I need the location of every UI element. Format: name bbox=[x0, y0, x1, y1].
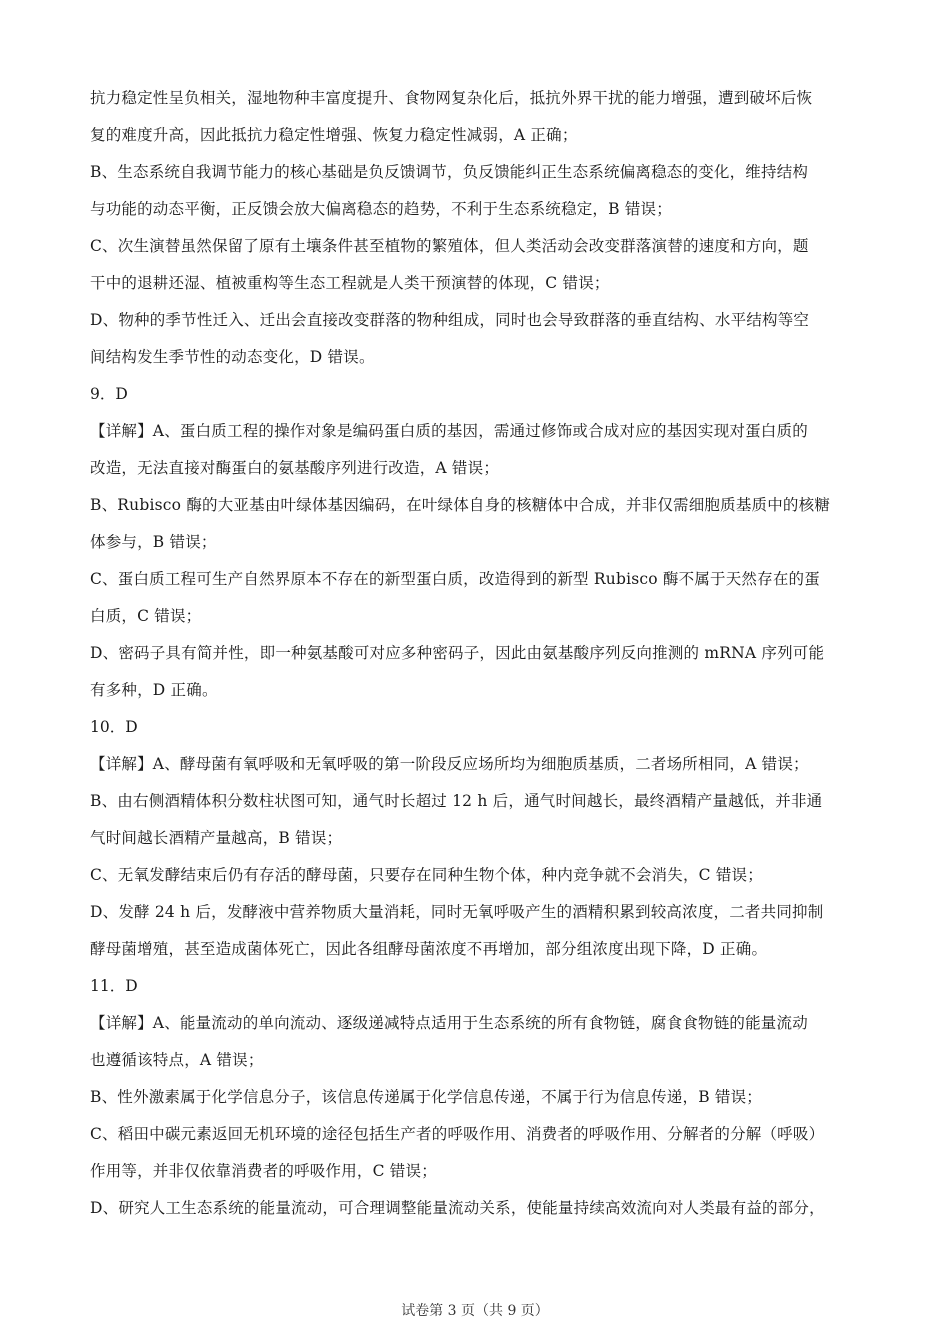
text-line: 作用等，并非仅依靠消费者的呼吸作用，C 错误； bbox=[90, 1162, 437, 1180]
text-line: B、生态系统自我调节能力的核心基础是负反馈调节，负反馈能纠正生态系统偏离稳态的变化，维持结构 bbox=[90, 163, 809, 181]
text-line: D、发酵 24 h 后，发酵液中营养物质大量消耗，同时无氧呼吸产生的酒精积累到较高浓度，二者共同抑制 bbox=[90, 903, 824, 921]
text-line: 与功能的动态平衡，正反馈会放大偏离稳态的趋势，不利于生态系统稳定，B 错误； bbox=[90, 200, 672, 218]
text-line: B、由右侧酒精体积分数柱状图可知，通气时长超过 12 h 后，通气时间越长，最终酒精产量越低，并非通 bbox=[90, 792, 823, 810]
question-9 bbox=[90, 376, 870, 709]
text-line: C、蛋白质工程可生产自然界原本不存在的新型蛋白质，改造得到的新型 Rubisco 酶不属于天然存在的蛋 bbox=[90, 570, 820, 588]
document-page bbox=[90, 80, 870, 1227]
text-line: D、研究人工生态系统的能量流动，可合理调整能量流动关系，使能量持续高效流向对人类最有益的部分， bbox=[90, 1199, 825, 1217]
answer-label: 9．D bbox=[90, 385, 128, 403]
page-footer: 试卷第 3 页（共 9 页） bbox=[401, 1303, 549, 1319]
text-line: C、次生演替虽然保留了原有土壤条件甚至植物的繁殖体，但人类活动会改变群落演替的速度和方向，题 bbox=[90, 237, 809, 255]
text-line: 【详解】A、能量流动的单向流动、逐级递减特点适用于生态系统的所有食物链，腐食食物链的能量流动 bbox=[90, 1014, 808, 1032]
answer-label: 11．D bbox=[90, 977, 138, 995]
text-line: 间结构发生季节性的动态变化，D 错误。 bbox=[90, 348, 375, 366]
text-line: C、稻田中碳元素返回无机环境的途径包括生产者的呼吸作用、消费者的呼吸作用、分解者的分解（呼吸） bbox=[90, 1125, 825, 1143]
text-line: 酵母菌增殖，甚至造成菌体死亡，因此各组酵母菌浓度不再增加，部分组浓度出现下降，D 正确。 bbox=[90, 940, 768, 958]
text-line: 抗力稳定性呈负相关，湿地物种丰富度提升、食物网复杂化后，抵抗外界干扰的能力增强，遭到破坏后恢 bbox=[90, 89, 813, 107]
text-line: 【详解】A、蛋白质工程的操作对象是编码蛋白质的基因，需通过修饰或合成对应的基因实现对蛋白质的 bbox=[90, 422, 808, 440]
text-line: D、物种的季节性迁入、迁出会直接改变群落的物种组成，同时也会导致群落的垂直结构、水平结构等空 bbox=[90, 311, 810, 329]
text-line: D、密码子具有简并性，即一种氨基酸可对应多种密码子，因此由氨基酸序列反向推测的 mRNA 序列可能 bbox=[90, 644, 825, 662]
text-line: B、Rubisco 酶的大亚基由叶绿体基因编码，在叶绿体自身的核糖体中合成，并非仅需细胞质基质中的核糖 bbox=[90, 496, 831, 514]
question-10 bbox=[90, 709, 870, 968]
answer-label: 10．D bbox=[90, 718, 138, 736]
text-line: 也遵循该特点，A 错误； bbox=[90, 1051, 264, 1069]
text-line: 有多种，D 正确。 bbox=[90, 681, 218, 699]
text-line: B、性外激素属于化学信息分子，该信息传递属于化学信息传递，不属于行为信息传递，B 错误； bbox=[90, 1088, 763, 1106]
text-line: 改造，无法直接对酶蛋白的氨基酸序列进行改造，A 错误； bbox=[90, 459, 500, 477]
text-line: 体参与，B 错误； bbox=[90, 533, 217, 551]
text-line: 复的难度升高，因此抵抗力稳定性增强、恢复力稳定性减弱，A 正确； bbox=[90, 126, 578, 144]
text-line: 干中的退耕还湿、植被重构等生态工程就是人类干预演替的体现，C 错误； bbox=[90, 274, 610, 292]
text-line: C、无氧发酵结束后仍有存活的酵母菌，只要存在同种生物个体，种内竞争就不会消失，C 错误； bbox=[90, 866, 763, 884]
question-11 bbox=[90, 968, 870, 1227]
text-line: 【详解】A、酵母菌有氧呼吸和无氧呼吸的第一阶段反应场所均为细胞质基质，二者场所相同，A 错误； bbox=[90, 755, 809, 773]
text-line: 气时间越长酒精产量越高，B 错误； bbox=[90, 829, 343, 847]
text-line: 白质，C 错误； bbox=[90, 607, 202, 625]
q8-continuation bbox=[90, 80, 870, 376]
